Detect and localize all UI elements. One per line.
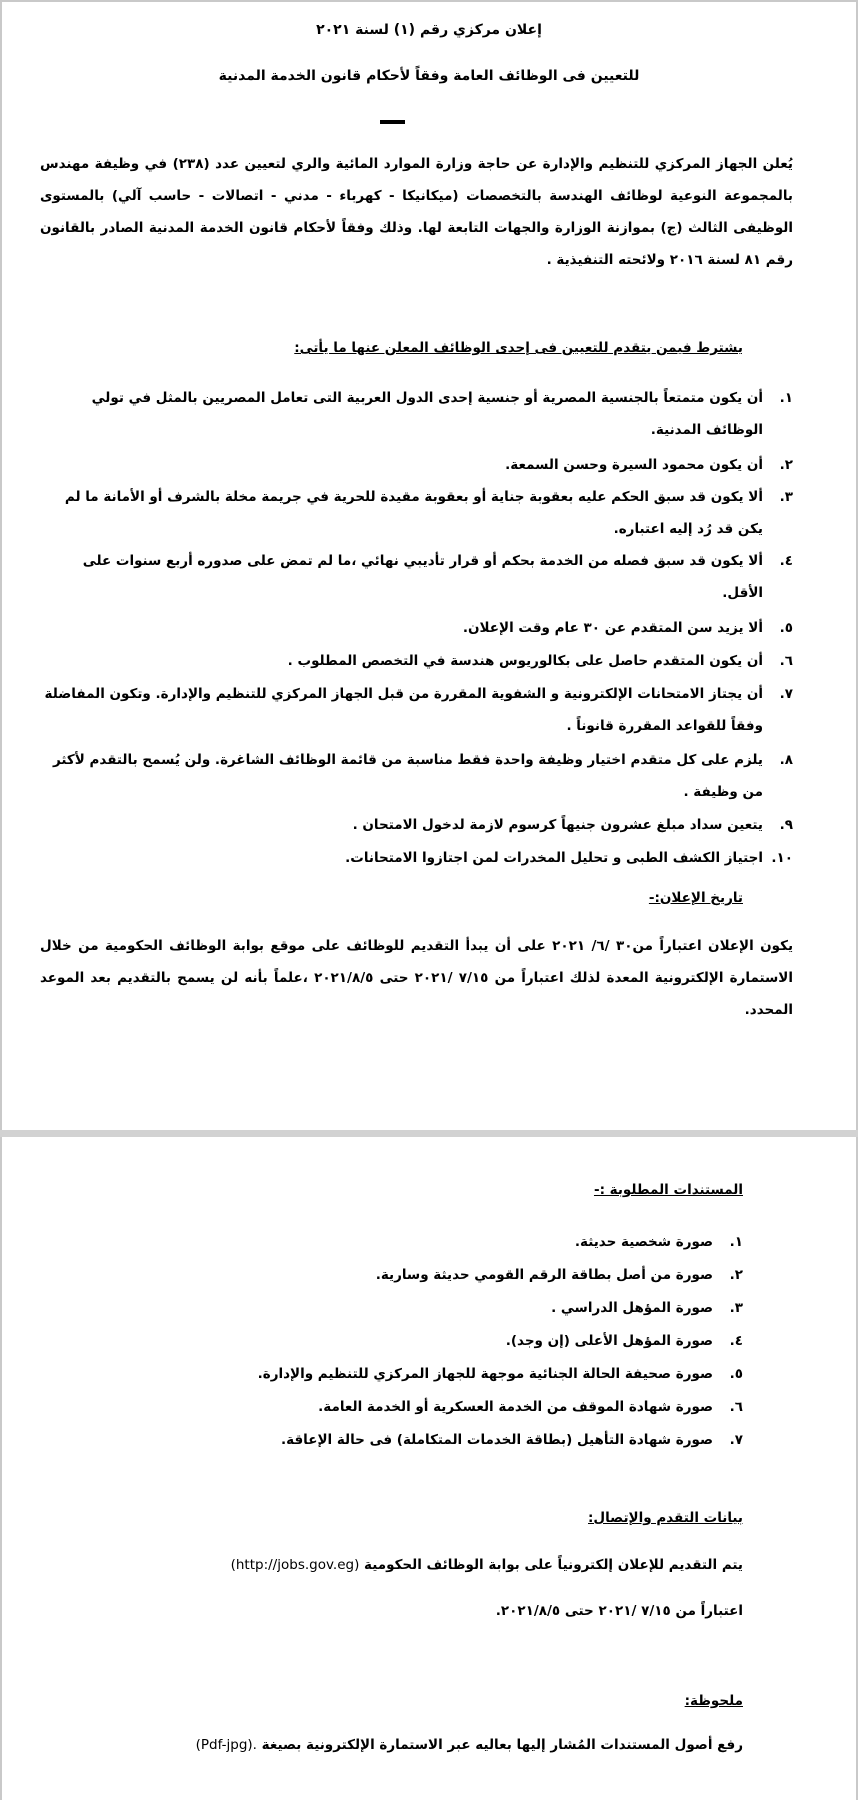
jobs-portal-link[interactable]: (http://jobs.gov.eg) bbox=[230, 1557, 360, 1573]
list-item: ٥. ألا يزيد سن المتقدم عن ٣٠ عام وقت الإعلان. bbox=[462, 620, 793, 636]
list-item: ٤. ألا يكون قد سبق فصله من الخدمة بحكم أو قرار تأديبي نهائي ،ما لم تمض على صدوره أربع سنوات على الأقل. bbox=[82, 553, 793, 601]
announcement-title: إعلان مركزي رقم (١) لسنة ٢٠٢١ bbox=[316, 22, 542, 38]
intro-paragraph: يُعلن الجهاز المركزي للتنظيم والإدارة عن حاجة وزارة الموارد المائية والري لتعيين عدد (٢٣٨) في وظيفة مهندس بالمجموعة النوعية لوظائف الهندسة بالتخصصات (ميكانيكا - كهرباء - مدني - اتصالات - حاسب آلي) بالمستوى الوظيفى الثالث (ج) بموازنة الوزارة والجهات التابعة لها. وذلك وفقاً لأحكام قانون الخدمة المدنية الصادر بالقانون رقم ٨١ لسنة ٢٠١٦ ولائحته التنفيذية . bbox=[40, 156, 793, 268]
list-item: ٤. صورة المؤهل الأعلى (إن وجد). bbox=[505, 1333, 743, 1349]
list-item: ٧. أن يجتاز الامتحانات الإلكترونية و الشفوية المقررة من قبل الجهاز المركزي للتنظيم والإدارة. وتكون المفاضلة وفقاً للقواعد المقررة قانوناً . bbox=[44, 686, 793, 734]
list-item: ٦. صورة شهادة الموقف من الخدمة العسكرية أو الخدمة العامة. bbox=[318, 1399, 743, 1415]
note-line bbox=[196, 1737, 743, 1753]
list-item: ١. أن يكون متمتعاً بالجنسية المصرية أو جنسية إحدى الدول العربية التى تعامل المصريين بالمثل في تولي الوظائف المدنية. bbox=[91, 390, 793, 438]
application-line bbox=[231, 1557, 743, 1573]
list-item: ٧. صورة شهادة التأهيل (بطاقة الخدمات المتكاملة) فى حالة الإعاقة. bbox=[281, 1432, 743, 1448]
note-text: رفع أصول المستندات المُشار إليها بعاليه عبر الاستمارة الإلكترونية بصيغة bbox=[261, 1737, 743, 1753]
dates-heading: تاريخ الإعلان:- bbox=[648, 890, 743, 906]
application-dates: اعتباراً من ٧/١٥ /٢٠٢١ حتى ٢٠٢١/٨/٥. bbox=[495, 1603, 743, 1619]
documents-heading: المستندات المطلوبة :- bbox=[593, 1182, 743, 1198]
application-heading: بيانات التقدم والإتصال: bbox=[588, 1510, 743, 1526]
title-divider bbox=[380, 120, 405, 124]
list-item: ٣. ألا يكون قد سبق الحكم عليه بعقوبة جناية أو بعقوبة مقيدة للحرية في جريمة مخلة بالشرف أو الأمانة ما لم يكن قد رُد إليه اعتباره. bbox=[64, 489, 793, 537]
list-item: ١. صورة شخصية حديثة. bbox=[574, 1234, 743, 1250]
list-item: ٢. صورة من أصل بطاقة الرقم القومي حديثة وسارية. bbox=[375, 1267, 743, 1283]
list-item: ٢. أن يكون محمود السيرة وحسن السمعة. bbox=[505, 457, 793, 473]
dates-paragraph: يكون الإعلان اعتباراً من٣٠ /٦/ ٢٠٢١ على أن يبدأ التقديم للوظائف على موقع بوابة الوظائف الحكومية من خلال الاستمارة الإلكترونية المعدة لذلك اعتباراً من ٧/١٥ /٢٠٢١ حتى ٢٠٢١/٨/٥ ،علماً بأنه لن يسمح بالتقديم بعد الموعد المحدد. bbox=[40, 938, 794, 1018]
list-item: ٦. أن يكون المتقدم حاصل على بكالوريوس هندسة في التخصص المطلوب . bbox=[287, 653, 793, 669]
application-text: يتم التقديم للإعلان إلكترونياً على بوابة الوظائف الحكومية bbox=[364, 1557, 743, 1573]
announcement-subtitle: للتعيين فى الوظائف العامة وفقاً لأحكام قانون الخدمة المدنية bbox=[218, 68, 640, 84]
list-item: ٨. يلزم على كل متقدم اختيار وظيفة واحدة فقط مناسبة من قائمة الوظائف الشاغرة. ولن يُسمح بالتقدم لأكثر من وظيفة . bbox=[53, 752, 793, 800]
list-item: ١٠. اجتياز الكشف الطبى و تحليل المخدرات لمن اجتازوا الامتحانات. bbox=[345, 850, 793, 866]
list-item: ٩. يتعين سداد مبلغ عشرون جنيهاً كرسوم لازمة لدخول الامتحان . bbox=[352, 817, 793, 833]
list-item: ٣. صورة المؤهل الدراسي . bbox=[551, 1300, 743, 1316]
list-item: ٥. صورة صحيفة الحالة الجنائية موجهة للجهاز المركزي للتنظيم والإدارة. bbox=[257, 1366, 743, 1382]
file-format: (Pdf-jpg). bbox=[195, 1737, 257, 1753]
note-heading: ملحوظة: bbox=[684, 1693, 743, 1709]
conditions-heading: يشترط فيمن يتقدم للتعيين فى إحدى الوظائف المعلن عنها ما يأتى: bbox=[294, 340, 743, 356]
